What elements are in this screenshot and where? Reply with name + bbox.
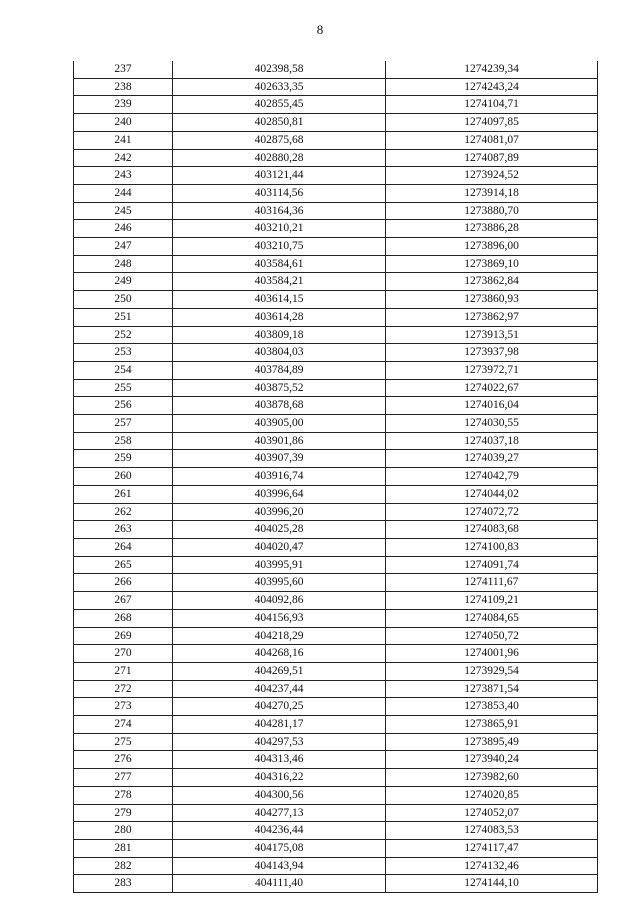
y-coordinate-cell: 1274084,65 xyxy=(386,609,598,627)
point-number-cell: 274 xyxy=(74,716,173,734)
table-row xyxy=(74,96,598,114)
point-number-cell: 265 xyxy=(74,556,173,574)
table-row xyxy=(74,875,598,893)
y-coordinate-cell: 1273972,71 xyxy=(386,361,598,379)
y-coordinate-cell: 1273895,49 xyxy=(386,733,598,751)
table-row xyxy=(74,131,598,149)
table-row xyxy=(74,361,598,379)
table-row xyxy=(74,645,598,663)
x-coordinate-cell: 404313,46 xyxy=(173,751,386,769)
x-coordinate-cell: 403114,56 xyxy=(173,184,386,202)
y-coordinate-cell: 1274083,68 xyxy=(386,521,598,539)
y-coordinate-cell: 1273853,40 xyxy=(386,698,598,716)
y-coordinate-cell: 1273860,93 xyxy=(386,291,598,309)
x-coordinate-cell: 403809,18 xyxy=(173,326,386,344)
y-coordinate-cell: 1274117,47 xyxy=(386,839,598,857)
table-row xyxy=(74,238,598,256)
point-number-cell: 268 xyxy=(74,609,173,627)
x-coordinate-cell: 404175,08 xyxy=(173,839,386,857)
table-row xyxy=(74,432,598,450)
y-coordinate-cell: 1274001,96 xyxy=(386,645,598,663)
x-coordinate-cell: 403907,39 xyxy=(173,450,386,468)
table-row xyxy=(74,61,598,78)
x-coordinate-cell: 404300,56 xyxy=(173,786,386,804)
y-coordinate-cell: 1273880,70 xyxy=(386,202,598,220)
table-row xyxy=(74,627,598,645)
table-row xyxy=(74,273,598,291)
x-coordinate-cell: 403210,75 xyxy=(173,238,386,256)
x-coordinate-cell: 403916,74 xyxy=(173,468,386,486)
table-row xyxy=(74,308,598,326)
table-row xyxy=(74,450,598,468)
table-row xyxy=(74,839,598,857)
x-coordinate-cell: 404268,16 xyxy=(173,645,386,663)
table-row xyxy=(74,680,598,698)
point-number-cell: 281 xyxy=(74,839,173,857)
point-number-cell: 251 xyxy=(74,308,173,326)
y-coordinate-cell: 1274037,18 xyxy=(386,432,598,450)
table-row xyxy=(74,114,598,132)
y-coordinate-cell: 1274042,79 xyxy=(386,468,598,486)
x-coordinate-cell: 404218,29 xyxy=(173,627,386,645)
point-number-cell: 270 xyxy=(74,645,173,663)
y-coordinate-cell: 1273940,24 xyxy=(386,751,598,769)
y-coordinate-cell: 1274104,71 xyxy=(386,96,598,114)
point-number-cell: 256 xyxy=(74,397,173,415)
point-number-cell: 247 xyxy=(74,238,173,256)
table-row xyxy=(74,326,598,344)
table-row xyxy=(74,574,598,592)
point-number-cell: 243 xyxy=(74,167,173,185)
y-coordinate-cell: 1274091,74 xyxy=(386,556,598,574)
table-row xyxy=(74,468,598,486)
point-number-cell: 244 xyxy=(74,184,173,202)
x-coordinate-cell: 402850,81 xyxy=(173,114,386,132)
y-coordinate-cell: 1273862,97 xyxy=(386,308,598,326)
table-row xyxy=(74,415,598,433)
point-number-cell: 241 xyxy=(74,131,173,149)
table-row xyxy=(74,733,598,751)
x-coordinate-cell: 404025,28 xyxy=(173,521,386,539)
y-coordinate-cell: 1274020,85 xyxy=(386,786,598,804)
point-number-cell: 237 xyxy=(74,61,173,78)
x-coordinate-cell: 404020,47 xyxy=(173,538,386,556)
x-coordinate-cell: 403996,20 xyxy=(173,503,386,521)
x-coordinate-cell: 403996,64 xyxy=(173,485,386,503)
x-coordinate-cell: 402875,68 xyxy=(173,131,386,149)
y-coordinate-cell: 1274016,04 xyxy=(386,397,598,415)
table-row xyxy=(74,822,598,840)
table-row xyxy=(74,521,598,539)
point-number-cell: 278 xyxy=(74,786,173,804)
table-row xyxy=(74,379,598,397)
point-number-cell: 240 xyxy=(74,114,173,132)
point-number-cell: 245 xyxy=(74,202,173,220)
table-row xyxy=(74,167,598,185)
x-coordinate-cell: 403584,61 xyxy=(173,255,386,273)
point-number-cell: 238 xyxy=(74,78,173,96)
y-coordinate-cell: 1273862,84 xyxy=(386,273,598,291)
point-number-cell: 283 xyxy=(74,875,173,893)
x-coordinate-cell: 403901,86 xyxy=(173,432,386,450)
point-number-cell: 276 xyxy=(74,751,173,769)
table-row xyxy=(74,397,598,415)
point-number-cell: 259 xyxy=(74,450,173,468)
x-coordinate-cell: 404143,94 xyxy=(173,857,386,875)
x-coordinate-cell: 403164,36 xyxy=(173,202,386,220)
point-number-cell: 277 xyxy=(74,769,173,787)
table-row xyxy=(74,78,598,96)
point-number-cell: 246 xyxy=(74,220,173,238)
y-coordinate-cell: 1273871,54 xyxy=(386,680,598,698)
point-number-cell: 249 xyxy=(74,273,173,291)
point-number-cell: 260 xyxy=(74,468,173,486)
y-coordinate-cell: 1273896,00 xyxy=(386,238,598,256)
table-row xyxy=(74,592,598,610)
y-coordinate-cell: 1274100,83 xyxy=(386,538,598,556)
y-coordinate-cell: 1273913,51 xyxy=(386,326,598,344)
point-number-cell: 253 xyxy=(74,344,173,362)
table-row xyxy=(74,184,598,202)
table-row xyxy=(74,751,598,769)
point-number-cell: 248 xyxy=(74,255,173,273)
y-coordinate-cell: 1274083,53 xyxy=(386,822,598,840)
point-number-cell: 282 xyxy=(74,857,173,875)
table-row xyxy=(74,786,598,804)
x-coordinate-cell: 402633,35 xyxy=(173,78,386,96)
point-number-cell: 242 xyxy=(74,149,173,167)
point-number-cell: 272 xyxy=(74,680,173,698)
x-coordinate-cell: 404237,44 xyxy=(173,680,386,698)
y-coordinate-cell: 1274050,72 xyxy=(386,627,598,645)
table-row xyxy=(74,857,598,875)
y-coordinate-cell: 1273929,54 xyxy=(386,662,598,680)
table-row xyxy=(74,344,598,362)
point-number-cell: 257 xyxy=(74,415,173,433)
x-coordinate-cell: 404297,53 xyxy=(173,733,386,751)
table-row xyxy=(74,769,598,787)
point-number-cell: 266 xyxy=(74,574,173,592)
y-coordinate-cell: 1273865,91 xyxy=(386,716,598,734)
x-coordinate-cell: 404277,13 xyxy=(173,804,386,822)
table-row xyxy=(74,503,598,521)
table-row xyxy=(74,662,598,680)
table-row xyxy=(74,716,598,734)
y-coordinate-cell: 1273937,98 xyxy=(386,344,598,362)
point-number-cell: 275 xyxy=(74,733,173,751)
x-coordinate-cell: 403614,15 xyxy=(173,291,386,309)
point-number-cell: 271 xyxy=(74,662,173,680)
coordinates-table xyxy=(73,61,598,893)
y-coordinate-cell: 1274044,02 xyxy=(386,485,598,503)
x-coordinate-cell: 404316,22 xyxy=(173,769,386,787)
coordinates-table-body xyxy=(74,61,598,893)
x-coordinate-cell: 403875,52 xyxy=(173,379,386,397)
point-number-cell: 258 xyxy=(74,432,173,450)
y-coordinate-cell: 1274087,89 xyxy=(386,149,598,167)
point-number-cell: 264 xyxy=(74,538,173,556)
x-coordinate-cell: 403121,44 xyxy=(173,167,386,185)
y-coordinate-cell: 1274109,21 xyxy=(386,592,598,610)
y-coordinate-cell: 1274097,85 xyxy=(386,114,598,132)
x-coordinate-cell: 403614,28 xyxy=(173,308,386,326)
x-coordinate-cell: 403878,68 xyxy=(173,397,386,415)
table-row xyxy=(74,698,598,716)
x-coordinate-cell: 404111,40 xyxy=(173,875,386,893)
x-coordinate-cell: 404156,93 xyxy=(173,609,386,627)
point-number-cell: 280 xyxy=(74,822,173,840)
table-row xyxy=(74,255,598,273)
table-row xyxy=(74,804,598,822)
x-coordinate-cell: 403584,21 xyxy=(173,273,386,291)
table-row xyxy=(74,609,598,627)
x-coordinate-cell: 404236,44 xyxy=(173,822,386,840)
x-coordinate-cell: 403905,00 xyxy=(173,415,386,433)
point-number-cell: 252 xyxy=(74,326,173,344)
point-number-cell: 261 xyxy=(74,485,173,503)
y-coordinate-cell: 1274081,07 xyxy=(386,131,598,149)
point-number-cell: 239 xyxy=(74,96,173,114)
point-number-cell: 263 xyxy=(74,521,173,539)
y-coordinate-cell: 1274030,55 xyxy=(386,415,598,433)
y-coordinate-cell: 1274052,07 xyxy=(386,804,598,822)
point-number-cell: 279 xyxy=(74,804,173,822)
table-row xyxy=(74,538,598,556)
y-coordinate-cell: 1274039,27 xyxy=(386,450,598,468)
y-coordinate-cell: 1273982,60 xyxy=(386,769,598,787)
x-coordinate-cell: 403210,21 xyxy=(173,220,386,238)
y-coordinate-cell: 1273869,10 xyxy=(386,255,598,273)
table-row xyxy=(74,485,598,503)
y-coordinate-cell: 1274022,67 xyxy=(386,379,598,397)
y-coordinate-cell: 1273924,52 xyxy=(386,167,598,185)
point-number-cell: 262 xyxy=(74,503,173,521)
table-row xyxy=(74,149,598,167)
x-coordinate-cell: 403995,60 xyxy=(173,574,386,592)
y-coordinate-cell: 1273886,28 xyxy=(386,220,598,238)
y-coordinate-cell: 1274239,34 xyxy=(386,61,598,78)
x-coordinate-cell: 402398,58 xyxy=(173,61,386,78)
x-coordinate-cell: 403804,03 xyxy=(173,344,386,362)
page-number: 8 xyxy=(316,22,324,37)
point-number-cell: 254 xyxy=(74,361,173,379)
y-coordinate-cell: 1274243,24 xyxy=(386,78,598,96)
y-coordinate-cell: 1274144,10 xyxy=(386,875,598,893)
point-number-cell: 273 xyxy=(74,698,173,716)
x-coordinate-cell: 403995,91 xyxy=(173,556,386,574)
point-number-cell: 267 xyxy=(74,592,173,610)
table-row xyxy=(74,202,598,220)
x-coordinate-cell: 404092,86 xyxy=(173,592,386,610)
y-coordinate-cell: 1274132,46 xyxy=(386,857,598,875)
point-number-cell: 255 xyxy=(74,379,173,397)
y-coordinate-cell: 1274072,72 xyxy=(386,503,598,521)
x-coordinate-cell: 404270,25 xyxy=(173,698,386,716)
x-coordinate-cell: 403784,89 xyxy=(173,361,386,379)
y-coordinate-cell: 1274111,67 xyxy=(386,574,598,592)
x-coordinate-cell: 404281,17 xyxy=(173,716,386,734)
y-coordinate-cell: 1273914,18 xyxy=(386,184,598,202)
table-row xyxy=(74,556,598,574)
x-coordinate-cell: 404269,51 xyxy=(173,662,386,680)
point-number-cell: 269 xyxy=(74,627,173,645)
table-row xyxy=(74,220,598,238)
table-row xyxy=(74,291,598,309)
point-number-cell: 250 xyxy=(74,291,173,309)
x-coordinate-cell: 402855,45 xyxy=(173,96,386,114)
x-coordinate-cell: 402880,28 xyxy=(173,149,386,167)
